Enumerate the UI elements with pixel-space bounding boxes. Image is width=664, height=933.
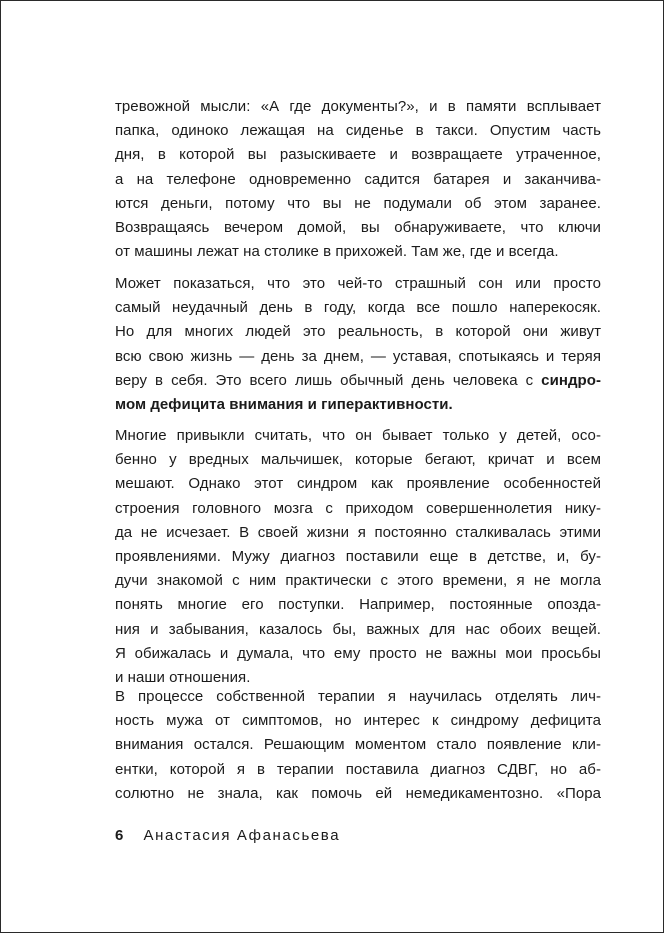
text-line: самый неудачный день в году, когда все пошло наперекосяк. [115, 299, 601, 317]
text-emphasis-line: мом дефицита внимания и гиперактивности. [115, 395, 453, 413]
text-line: солютно не знала, как помочь ей немедикаментозно. «Пора [115, 784, 601, 802]
text-line: В процессе собственной терапии я научилась отделять лич- [115, 688, 601, 705]
text-line: и наши отношения. [115, 668, 251, 686]
paragraph-3 [115, 424, 601, 690]
text-line: Может показаться, что это чей-то страшный сон или просто [115, 275, 601, 292]
text-line: папка, одиноко лежащая на сиденье в такси. Опустим часть [115, 122, 601, 140]
text-line: понять многие его поступки. Например, постоянные опозда- [115, 596, 601, 614]
paragraph-1 [115, 95, 601, 264]
paragraph-2 [115, 272, 601, 417]
text-line: ются деньги, потому что вы не подумали об этом заранее. [115, 194, 601, 212]
text-line: внимания остался. Решающим моментом стало появление кли- [115, 736, 601, 754]
text-line: Многие привыкли считать, что он бывает только у детей, осо- [115, 427, 601, 444]
author-name: Анастасия Афанасьева [143, 827, 341, 844]
text-regular: веру в себя. Это всего лишь обычный день человека с [115, 371, 542, 389]
page-footer [115, 826, 340, 846]
text-line: дучи знакомой с ним практически с этого времени, я не могла [115, 572, 601, 590]
text-line: ентки, которой я в терапии поставила диагноз СДВГ, но аб- [115, 760, 601, 778]
page-number: 6 [115, 827, 124, 844]
text-line-mixed [115, 369, 601, 393]
text-line: бенно у вредных мальчишек, которые бегают, кричат и всем [115, 451, 601, 469]
text-line: Но для многих людей это реальность, в которой они живут [115, 323, 601, 341]
text-line: тревожной мысли: «А где документы?», и в памяти всплывает [115, 98, 601, 115]
text-line: от машины лежат на столике в прихожей. Там же, где и всегда. [115, 243, 559, 261]
text-line: дня, в которой вы разыскиваете и возвращаете утраченное, [115, 146, 601, 164]
text-line: ния и забывания, казалось бы, важных для нас обоих вещей. [115, 620, 601, 638]
text-line: всю свою жизнь — день за днем, — уставая, спотыкаясь и теряя [115, 347, 601, 365]
text-line: проявлениями. Мужу диагноз поставили еще в детстве, и, бу- [115, 547, 601, 565]
text-line: да не исчезает. В своей жизни я постоянно сталкивалась этими [115, 523, 601, 541]
paragraph-4 [115, 685, 601, 806]
text-line: Я обижалась и думала, что ему просто не важны мои просьбы [115, 644, 601, 662]
text-line: Возвращаясь вечером домой, вы обнаруживаете, что ключи [115, 218, 601, 236]
text-line: ность мужа от симптомов, но интерес к синдрому дефицита [115, 712, 601, 730]
text-line: мешают. Однако этот синдром как проявление особенностей [115, 475, 601, 493]
text-line: а на телефоне одновременно садится батарея и заканчива- [115, 170, 601, 188]
text-emphasis: синдро- [541, 371, 601, 389]
text-line: строения головного мозга с приходом совершеннолетия нику- [115, 499, 601, 517]
